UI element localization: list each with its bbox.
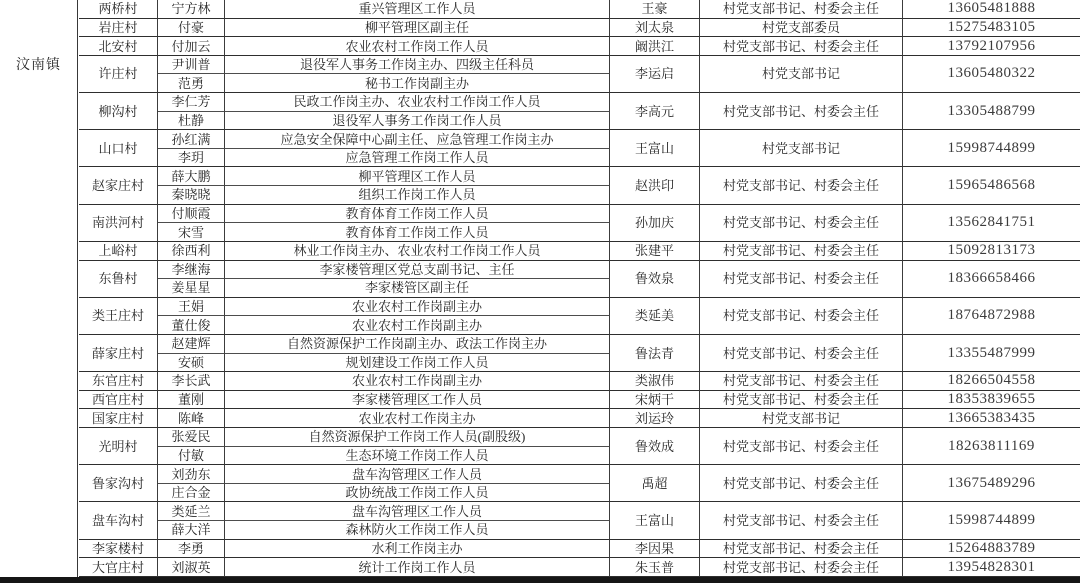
staff-title-cell: 应急安全保障中心副主任、应急管理工作岗主办 (225, 130, 610, 149)
cadre-name-cell: 李因果 (610, 540, 700, 559)
phone-cell: 15092813173 (903, 242, 1080, 261)
staff-name-cell: 张爱民 (158, 428, 225, 447)
phone-cell: 13562841751 (903, 205, 1080, 242)
staff-title-cell: 统计工作岗工作人员 (225, 558, 610, 577)
staff-title-cell: 应急管理工作岗工作人员 (225, 149, 610, 168)
staff-name-cell: 薛大洋 (158, 521, 225, 540)
staff-title-cell: 盘车沟管理区工作人员 (225, 465, 610, 484)
cadre-name-cell: 刘太泉 (610, 19, 700, 38)
staff-title-cell: 生态环境工作岗工作人员 (225, 447, 610, 466)
staff-title-cell: 教育体育工作岗工作人员 (225, 223, 610, 242)
cadre-title-cell: 村党支部书记、村委会主任 (700, 0, 903, 19)
phone-cell: 18263811169 (903, 428, 1080, 465)
village-name-cell: 上峪村 (79, 242, 158, 261)
staff-name-cell: 董刚 (158, 391, 225, 410)
staff-title-cell: 教育体育工作岗工作人员 (225, 205, 610, 224)
cadre-name-cell: 李运启 (610, 56, 700, 93)
staff-name-cell: 付豪 (158, 19, 225, 38)
village-name-cell: 东官庄村 (79, 372, 158, 391)
phone-cell: 15998744899 (903, 130, 1080, 167)
staff-title-cell: 政协统战工作岗工作人员 (225, 484, 610, 503)
village-name-cell: 岩庄村 (79, 19, 158, 38)
cadre-name-cell: 赵洪印 (610, 167, 700, 204)
cadre-name-cell: 类淑伟 (610, 372, 700, 391)
staff-name-cell: 姜星星 (158, 279, 225, 298)
village-name-cell: 类王庄村 (79, 298, 158, 335)
cadre-title-cell: 村党支部书记、村委会主任 (700, 372, 903, 391)
staff-title-cell: 农业农村工作岗副主办 (225, 372, 610, 391)
village-name-cell: 许庄村 (79, 56, 158, 93)
staff-name-cell: 宁方林 (158, 0, 225, 19)
village-name-cell: 光明村 (79, 428, 158, 465)
phone-cell: 13675489296 (903, 465, 1080, 502)
phone-cell: 13305488799 (903, 93, 1080, 130)
cadre-title-cell: 村党支部书记 (700, 409, 903, 428)
village-name-cell: 柳沟村 (79, 93, 158, 130)
phone-cell: 13355487999 (903, 335, 1080, 372)
staff-name-cell: 秦晓晓 (158, 186, 225, 205)
cadre-name-cell: 宋炳干 (610, 391, 700, 410)
roster-table (79, 0, 1080, 577)
cadre-name-cell: 朱玉普 (610, 558, 700, 577)
phone-cell: 13665383435 (903, 409, 1080, 428)
cadre-name-cell: 类延美 (610, 298, 700, 335)
staff-name-cell: 李玥 (158, 149, 225, 168)
staff-name-cell: 薛大鹏 (158, 167, 225, 186)
village-name-cell: 西官庄村 (79, 391, 158, 410)
staff-name-cell: 尹训普 (158, 56, 225, 75)
phone-cell: 18366658466 (903, 261, 1080, 298)
village-name-cell: 两桥村 (79, 0, 158, 19)
village-name-cell: 李家楼村 (79, 540, 158, 559)
cadre-title-cell: 村党支部书记、村委会主任 (700, 558, 903, 577)
village-name-cell: 薛家庄村 (79, 335, 158, 372)
village-name-cell: 东鲁村 (79, 261, 158, 298)
staff-title-cell: 农业农村工作岗工作人员 (225, 37, 610, 56)
village-name-cell: 南洪河村 (79, 205, 158, 242)
staff-name-cell: 类延兰 (158, 502, 225, 521)
phone-cell: 15965486568 (903, 167, 1080, 204)
cadre-name-cell: 王富山 (610, 130, 700, 167)
staff-title-cell: 盘车沟管理区工作人员 (225, 502, 610, 521)
staff-name-cell: 付顺霞 (158, 205, 225, 224)
staff-name-cell: 徐西利 (158, 242, 225, 261)
staff-name-cell: 刘淑英 (158, 558, 225, 577)
staff-title-cell: 重兴管理区工作人员 (225, 0, 610, 19)
cadre-title-cell: 村党支部书记、村委会主任 (700, 93, 903, 130)
staff-title-cell: 李家楼管理区党总支副书记、主任 (225, 261, 610, 280)
staff-title-cell: 农业农村工作岗副主办 (225, 316, 610, 335)
phone-cell: 13792107956 (903, 37, 1080, 56)
cadre-title-cell: 村党支部书记、村委会主任 (700, 391, 903, 410)
phone-cell: 18266504558 (903, 372, 1080, 391)
staff-title-cell: 农业农村工作岗主办 (225, 409, 610, 428)
staff-name-cell: 李勇 (158, 540, 225, 559)
phone-cell: 15998744899 (903, 502, 1080, 539)
cadre-name-cell: 鲁效泉 (610, 261, 700, 298)
staff-title-cell: 民政工作岗主办、农业农村工作岗工作人员 (225, 93, 610, 112)
staff-title-cell: 柳平管理区副主任 (225, 19, 610, 38)
staff-name-cell: 付敏 (158, 447, 225, 466)
cadre-title-cell: 村党支部书记、村委会主任 (700, 540, 903, 559)
village-name-cell: 盘车沟村 (79, 502, 158, 539)
village-name-cell: 国家庄村 (79, 409, 158, 428)
cadre-title-cell: 村党支部书记、村委会主任 (700, 167, 903, 204)
village-name-cell: 北安村 (79, 37, 158, 56)
staff-title-cell: 柳平管理区工作人员 (225, 167, 610, 186)
staff-name-cell: 王娟 (158, 298, 225, 317)
staff-title-cell: 退役军人事务工作岗工作人员 (225, 112, 610, 131)
staff-name-cell: 刘劲东 (158, 465, 225, 484)
staff-title-cell: 水利工作岗主办 (225, 540, 610, 559)
cadre-name-cell: 鲁法青 (610, 335, 700, 372)
staff-name-cell: 李继海 (158, 261, 225, 280)
cadre-title-cell: 村党支部书记、村委会主任 (700, 335, 903, 372)
phone-cell: 15264883789 (903, 540, 1080, 559)
cadre-name-cell: 孙加庆 (610, 205, 700, 242)
village-name-cell: 山口村 (79, 130, 158, 167)
staff-name-cell: 赵建辉 (158, 335, 225, 354)
staff-name-cell: 范勇 (158, 74, 225, 93)
cadre-name-cell: 李高元 (610, 93, 700, 130)
staff-name-cell: 庄合金 (158, 484, 225, 503)
cadre-title-cell: 村党支部书记、村委会主任 (700, 465, 903, 502)
cadre-title-cell: 村党支部书记、村委会主任 (700, 37, 903, 56)
cadre-title-cell: 村党支部书记 (700, 56, 903, 93)
cadre-name-cell: 张建平 (610, 242, 700, 261)
staff-title-cell: 退役军人事务工作岗主办、四级主任科员 (225, 56, 610, 75)
cadre-name-cell: 王豪 (610, 0, 700, 19)
staff-title-cell: 李家楼管理区工作人员 (225, 391, 610, 410)
cadre-title-cell: 村党支部书记、村委会主任 (700, 298, 903, 335)
cadre-title-cell: 村党支部书记、村委会主任 (700, 502, 903, 539)
town-name-label: 汶南镇 (16, 58, 61, 73)
phone-cell: 13605481888 (903, 0, 1080, 19)
staff-name-cell: 李仁芳 (158, 93, 225, 112)
staff-title-cell: 李家楼管区副主任 (225, 279, 610, 298)
staff-title-cell: 秘书工作岗副主办 (225, 74, 610, 93)
staff-title-cell: 农业农村工作岗副主办 (225, 298, 610, 317)
village-name-cell: 鲁家沟村 (79, 465, 158, 502)
staff-name-cell: 董仕俊 (158, 316, 225, 335)
staff-name-cell: 安硕 (158, 354, 225, 373)
cadre-title-cell: 村党支部委员 (700, 19, 903, 38)
staff-title-cell: 林业工作岗主办、农业农村工作岗工作人员 (225, 242, 610, 261)
cadre-name-cell: 王富山 (610, 502, 700, 539)
staff-name-cell: 宋雪 (158, 223, 225, 242)
table-bottom-border (0, 577, 1080, 583)
cadre-name-cell: 禹超 (610, 465, 700, 502)
staff-title-cell: 自然资源保护工作岗副主办、政法工作岗主办 (225, 335, 610, 354)
cadre-name-cell: 鲁效成 (610, 428, 700, 465)
staff-name-cell: 付加云 (158, 37, 225, 56)
phone-cell: 13605480322 (903, 56, 1080, 93)
phone-cell: 18764872988 (903, 298, 1080, 335)
village-name-cell: 大官庄村 (79, 558, 158, 577)
cadre-title-cell: 村党支部书记、村委会主任 (700, 428, 903, 465)
cadre-title-cell: 村党支部书记 (700, 130, 903, 167)
cadre-title-cell: 村党支部书记、村委会主任 (700, 205, 903, 242)
cadre-name-cell: 阚洪江 (610, 37, 700, 56)
staff-title-cell: 自然资源保护工作岗工作人员(副股级) (225, 428, 610, 447)
town-merged-cell (0, 0, 78, 577)
staff-name-cell: 陈峰 (158, 409, 225, 428)
phone-cell: 13954828301 (903, 558, 1080, 577)
staff-name-cell: 孙红满 (158, 130, 225, 149)
staff-name-cell: 杜静 (158, 112, 225, 131)
staff-title-cell: 森林防火工作岗工作人员 (225, 521, 610, 540)
cadre-title-cell: 村党支部书记、村委会主任 (700, 242, 903, 261)
village-name-cell: 赵家庄村 (79, 167, 158, 204)
staff-title-cell: 规划建设工作岗工作人员 (225, 354, 610, 373)
cadre-title-cell: 村党支部书记、村委会主任 (700, 261, 903, 298)
phone-cell: 15275483105 (903, 19, 1080, 38)
staff-title-cell: 组织工作岗工作人员 (225, 186, 610, 205)
phone-cell: 18353839655 (903, 391, 1080, 410)
cadre-name-cell: 刘运玲 (610, 409, 700, 428)
staff-name-cell: 李长武 (158, 372, 225, 391)
